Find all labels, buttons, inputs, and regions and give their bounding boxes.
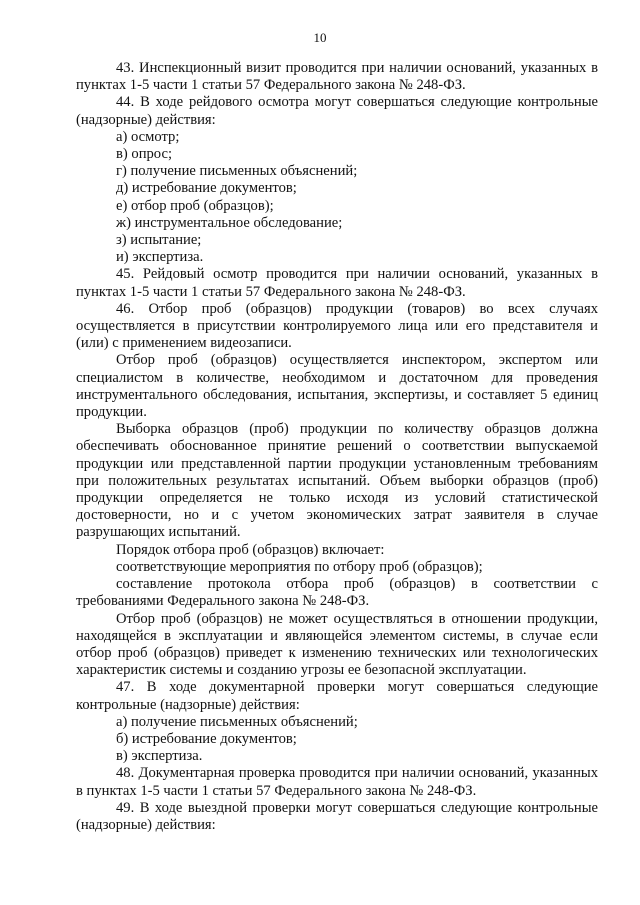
list-item: з) испытание; (116, 232, 202, 249)
paragraph-47: 47. В ходе документарной проверки могут совершаться следующие контрольные (надзорные) действия: (76, 679, 598, 713)
paragraph-46: 46. Отбор проб (образцов) продукции (товаров) во всех случаях осуществляется в присутствии контролируемого лица или его представителя и (или) с применением видеозаписи. (76, 300, 598, 352)
paragraph-48: 48. Документарная проверка проводится при наличии оснований, указанных в пунктах 1-5 части 1 статьи 57 Федерального закона № 248-ФЗ. (76, 765, 598, 799)
list-item: д) истребование документов; (116, 180, 297, 197)
paragraph-sampling-procedure: Порядок отбора проб (образцов) включает: (116, 541, 385, 558)
paragraph-45: 45. Рейдовый осмотр проводится при наличии оснований, указанных в пунктах 1-5 части 1 статьи 57 Федерального закона № 248-ФЗ. (76, 266, 598, 300)
list-item: б) истребование документов; (116, 730, 297, 747)
list-item: в) опрос; (116, 146, 172, 163)
list-item: г) получение письменных объяснений; (116, 163, 358, 180)
page-number: 10 (313, 30, 327, 45)
list-item: соответствующие мероприятия по отбору проб (образцов); (116, 558, 483, 575)
list-item: составление протокола отбора проб (образцов) в соответствии с требованиями Федерального закона № 248-ФЗ. (76, 576, 598, 610)
list-item: и) экспертиза. (116, 249, 204, 266)
list-item: в) экспертиза. (116, 748, 203, 765)
list-item: ж) инструментальное обследование; (116, 214, 343, 231)
paragraph-sampling-restriction: Отбор проб (образцов) не может осуществляться в отношении продукции, находящейся в эксплуатации и являющейся элементом системы, в случае если отбор проб (образцов) приведет к изменению технических или технологических характеристик системы и созданию угрозы ее безопасной эксплуатации. (76, 610, 598, 679)
document-body (76, 60, 598, 834)
list-item: е) отбор проб (образцов); (116, 197, 274, 214)
paragraph-44: 44. В ходе рейдового осмотра могут совершаться следующие контрольные (надзорные) действия: (76, 94, 598, 128)
paragraph-sample-selection: Выборка образцов (проб) продукции по количеству образцов должна обеспечивать обоснованное принятие решений о соответствии выпускаемой продукции или представленной партии продукции установленным требованиям при положительных результатах испытаний. Объем выборки образцов (проб) продукции определяется не только исходя из условий статистической достоверности, но и с учетом экономических затрат заявителя в случае разрушающих испытаний. (76, 421, 598, 541)
paragraph-43: 43. Инспекционный визит проводится при наличии оснований, указанных в пунктах 1-5 части 1 статьи 57 Федерального закона № 248-ФЗ. (76, 60, 598, 94)
paragraph-49: 49. В ходе выездной проверки могут совершаться следующие контрольные (надзорные) действия: (76, 799, 598, 833)
list-item: а) получение письменных объяснений; (116, 713, 358, 730)
list-item: а) осмотр; (116, 128, 180, 145)
paragraph-sampling-quantity: Отбор проб (образцов) осуществляется инспектором, экспертом или специалистом в количестве, необходимом и достаточном для проведения инструментального обследования, испытания, экспертизы, и составляет 5 единиц продукции. (76, 352, 598, 421)
